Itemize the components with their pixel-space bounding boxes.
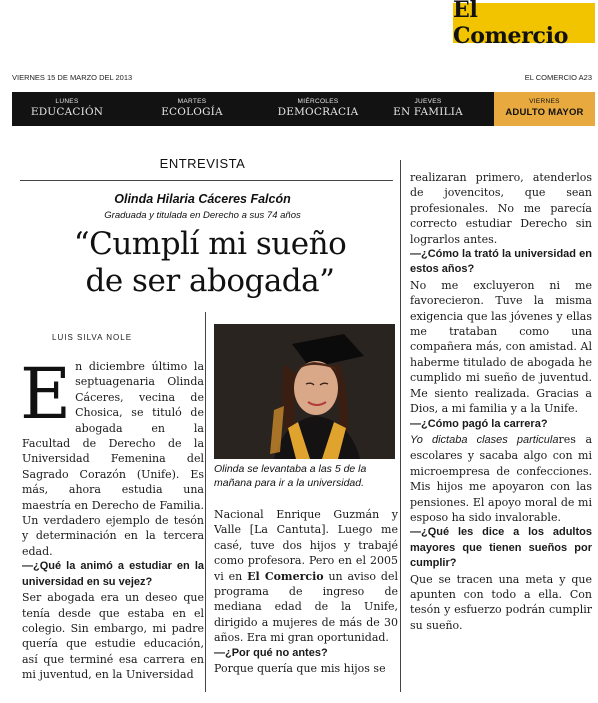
nav-tab-lunes[interactable] (12, 92, 122, 126)
question: —¿Por qué no antes? (214, 646, 328, 659)
question: —¿Qué les dice a los adultos mayores que tienen sueños por cumplir? (410, 526, 592, 570)
interviewee-description: Graduada y titulada en Derecho a sus 74 años (104, 210, 301, 221)
nav-section: EN FAMILIA (393, 106, 463, 118)
article-column-2 (214, 507, 398, 676)
question: —¿Qué la animó a estudiar en la universidad en su vejez? (22, 560, 204, 588)
answer: Porque quería que mis hijos se (214, 662, 386, 676)
nav-day: VIERNES (529, 98, 560, 105)
dateline (12, 73, 592, 85)
nav-tab-viernes[interactable] (494, 92, 595, 126)
newspaper-name: El Comercio (247, 569, 324, 583)
answer-text: res a escolares y sacaba algo con mi microempresa de confecciones. Mis hijos me apoyaron con las pensiones. El apoyo moral de mi esposo ha sido invalorable. (410, 432, 593, 524)
nav-day: JUEVES (414, 98, 442, 105)
nav-section: ECOLOGÍA (161, 106, 223, 118)
kicker-rule (20, 180, 393, 181)
answer: Que se tracen una meta y que apunten con todo a ella. Con tesón y esfuerzo podrán cumplir su sueño. (410, 572, 592, 632)
nav-tab-jueves[interactable] (368, 92, 488, 126)
nav-day: MARTES (177, 98, 207, 105)
nav-day: LUNES (55, 98, 79, 105)
issue-date: VIERNES 15 DE MARZO DEL 2013 (12, 73, 133, 82)
drop-cap: E (20, 353, 72, 435)
section-nav (12, 92, 595, 126)
article-column-3 (410, 170, 592, 633)
answer-italic: Yo dictaba clases particula (410, 433, 559, 446)
nav-day: MIÉRCOLES (297, 98, 339, 105)
nav-tab-martes[interactable] (132, 92, 252, 126)
article-kicker: ENTREVISTA (159, 156, 246, 171)
page-number: EL COMERCIO A23 (524, 73, 592, 82)
answer: Ser abogada era un deseo que tenía desde que estaba en el colegio. Sin embargo, mi padre quería que estudie educación, así que terminé esa carrera en mi juventud, en la Universidad (22, 591, 204, 682)
question: —¿Cómo pagó la carrera? (410, 417, 548, 430)
nav-section: EDUCACIÓN (30, 106, 104, 118)
logo-text: El Comercio (453, 0, 569, 49)
answer (214, 507, 398, 646)
question: —¿Cómo la trató la universidad en estos años? (410, 248, 592, 276)
nav-section: ADULTO MAYOR (505, 107, 584, 118)
answer-text: Nacional Enrique Guzmán y Valle [La Cantuta]. Luego me casé, tuve dos hijos y trabajé como profesora. Pero en el 2005 vi en (214, 508, 398, 583)
intro-paragraph: n diciembre último la septuagenaria Olinda Cáceres, vecina de Chosica, se tituló de abogada en la Facultad de Derecho de la Universidad Femenina del Sagrado Corazón (Unife). Es más, ahora estudia una maestría en Derecho de Familia. Un verdadero ejemplo de tesón y determinación en la tercera edad. (22, 360, 204, 558)
answer: realizaran primero, atenderlos de jovencitos, que sean profesionales. No me parecía correcto estudiar Derecho sin lograrlos antes. (410, 171, 592, 246)
column-rule (400, 160, 401, 692)
article-column-1 (20, 353, 204, 683)
portrait-photo (214, 324, 395, 459)
headline-line: “Cumplí mi sueño (73, 226, 347, 262)
answer-text: un aviso del programa de ingreso de mediana edad de la Unife, dirigido a mujeres de más de 30 años. Era mi gran oportunidad. (214, 569, 398, 645)
photo-caption: Olinda se levantaba a las 5 de la mañana para ir a la universidad. (214, 463, 367, 489)
nav-section: DEMOCRACIA (277, 106, 359, 118)
interviewee-name: Olinda Hilaria Cáceres Falcón (114, 192, 291, 206)
nav-tab-miercoles[interactable] (258, 92, 378, 126)
spacer (12, 152, 13, 153)
answer: No me excluyeron ni me favorecieron. Tuve la misma exigencia que las jóvenes y ellas me trataban como una compañera más, con amistad. Al haberme titulado de abogada he cumplido mi sueño de juventud. Me siento realizada. Gracias a Dios, a mi familia y a la Unife. (410, 278, 592, 416)
headline-line: de ser abogada” (85, 263, 335, 299)
answer (410, 432, 592, 525)
byline: LUIS SILVA NOLE (52, 333, 133, 342)
column-rule (205, 312, 206, 692)
portrait-photo-icon (214, 324, 395, 459)
newspaper-logo (453, 0, 595, 49)
headline (40, 226, 380, 300)
